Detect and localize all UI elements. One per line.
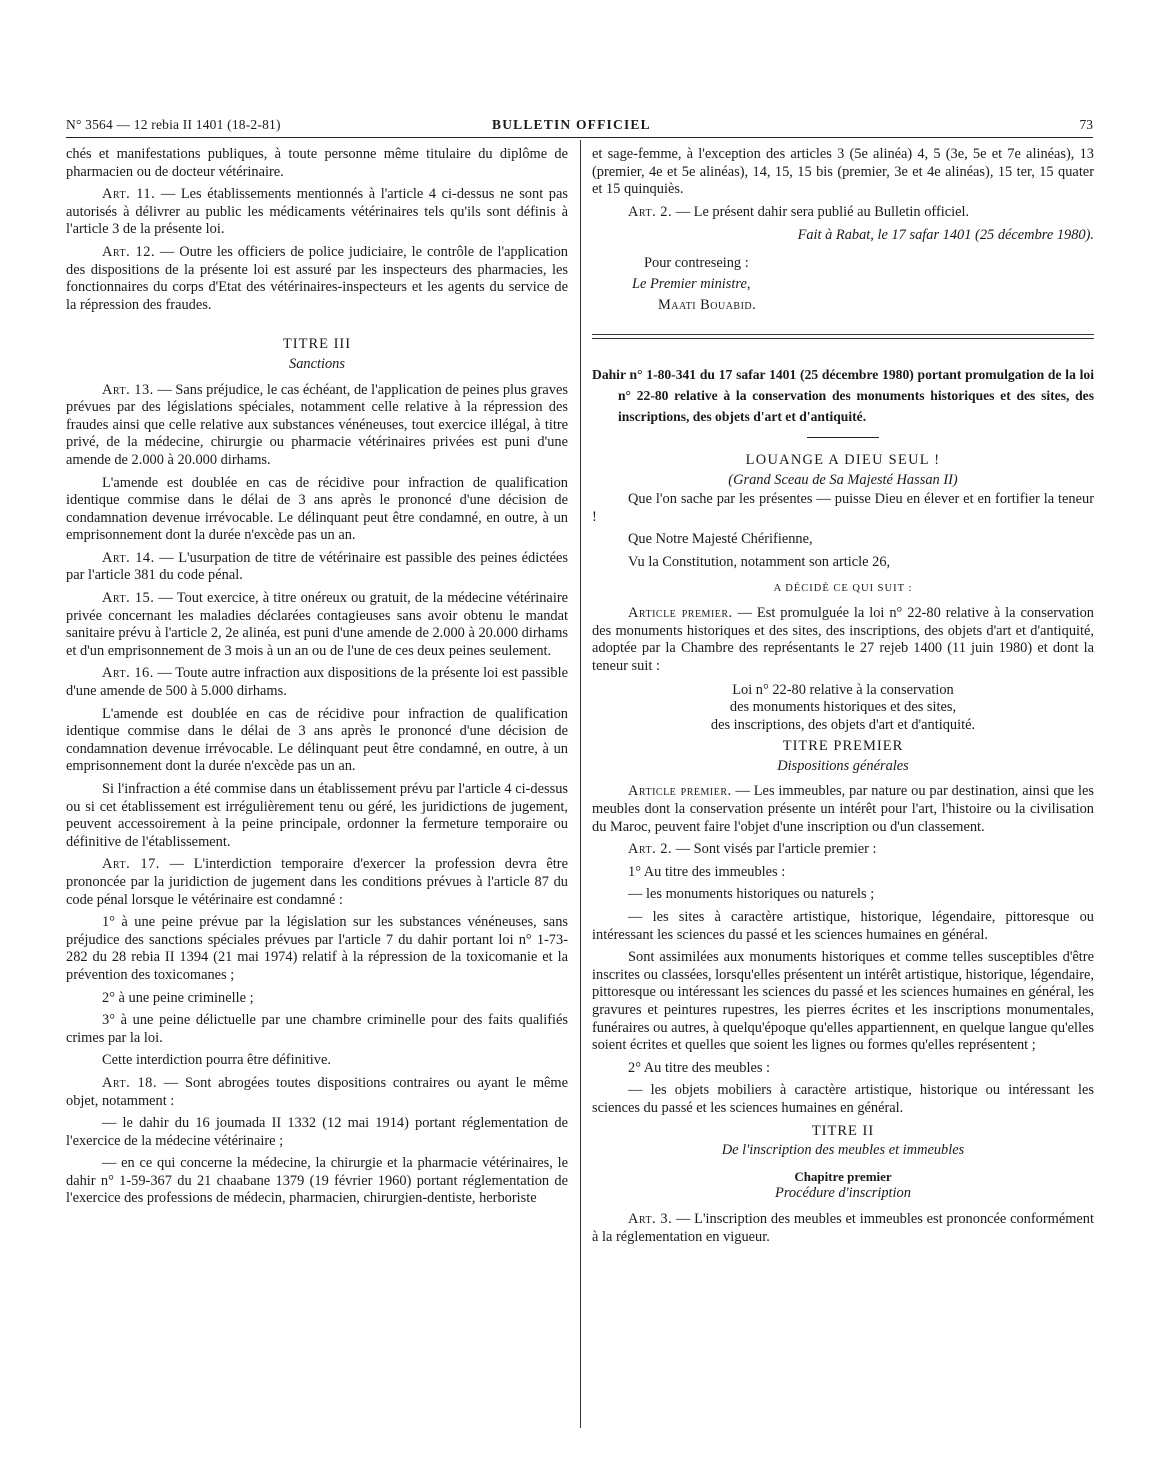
list-item: — le dahir du 16 joumada II 1332 (12 mai 1914) portant réglementation de l'exercice de la médecine vétérinaire ; [66,1115,568,1149]
titre-subheading: Dispositions générales [777,757,909,774]
article-18 [66,1075,568,1110]
titre-subheading: De l'inscription des meubles et immeubles [721,1142,965,1159]
paragraph: Cette interdiction pourra être définitive. [102,1052,331,1069]
article-text: — L'interdiction temporaire d'exercer la profession devra être prononcée par la juridiction de jugement dans les conditions prévues à l'article 87 du code pénal lorsque le vétérinaire est condamné : [66,856,568,908]
contreseing-label: Pour contreseing : [644,254,749,271]
titre-heading: TITRE III [282,336,352,353]
article-label: Art. 14. [102,549,155,566]
loi-article-2 [592,841,1094,859]
paragraph: Que l'on sache par les présentes — puisse Dieu en élever et en fortifier la teneur ! [592,491,1094,525]
loi-article-3 [592,1211,1094,1246]
article-text: — L'inscription des meubles et immeubles est prononcée conformément à la réglementation en vigueur. [592,1210,1094,1245]
article-premier [592,605,1094,675]
article-text: — Outre les officiers de police judiciaire, le contrôle de l'application des dispositions de la présente loi est assuré par les inspecteurs des pharmacies, les fonctionnaires du corps d'Etat des vétérinaires-inspecteurs et les agents du service de la répression des fraudes. [66,243,568,313]
list-item: — les sites à caractère artistique, historique, légendaire, pittoresque ou intéressant les sciences du passé et les sciences humaines en général. [592,909,1094,943]
article-label: Art. 3. [628,1210,673,1227]
article-15 [66,590,568,660]
article-label: Article premier. [628,783,732,800]
list-item: — les monuments historiques ou naturels ; [628,886,875,903]
article-text: — Est promulguée la loi n° 22-80 relative à la conservation des monuments historiques et des sites, des inscriptions, des objets d'art et d'antiquité, adoptée par la Chambre des représentants le 27 rejeb 1400 (11 juin 1980) et dont la teneur suit : [592,605,1095,674]
article-16 [66,665,568,700]
paragraph: Vu la Constitution, notamment son article 26, [628,553,891,570]
article-text: — L'usurpation de titre de vétérinaire est passible des peines édictées par l'article 381 du code pénal. [66,549,568,584]
issue-number-date: N° 3564 — 12 rebia II 1401 (18-2-81) [66,117,281,132]
article-label: Art. 12. [102,243,156,260]
chapter-subheading: Procédure d'inscription [775,1185,911,1202]
louange-heading: LOUANGE A DIEU SEUL ! [745,451,941,468]
article-label: Art. 2. [628,841,673,858]
article-text: — Les immeubles, par nature ou par destination, ainsi que les meubles dont la conservation présente un intérêt pour l'art, l'histoire ou la civilisation du Maroc, peuvent faire l'objet d'une inscription ou d'un classement. [592,783,1094,835]
article-label: Art. 16. [102,665,154,682]
premier-ministre-label: Le Premier ministre, [632,275,751,292]
article-13 [66,382,568,470]
article-12 [66,244,568,314]
article-14 [66,550,568,585]
list-item: — en ce qui concerne la médecine, la chirurgie et la pharmacie vétérinaires, le dahir n° 1-59-367 du 21 chaabane 1379 (19 février 1960) portant réglementation de l'exercice des professions de médecin, pharmacien, chirurgien-dentiste, herboriste [66,1155,568,1207]
paragraph: L'amende est doublée en cas de récidive pour infraction de qualification identique commise dans le délai de 3 ans après le prononcé d'une décision de condamnation devenue irrévocable. Le délinquant peut être condamné, en outre, à un emprisonnement dont la durée n'excède pas un an. [66,705,568,775]
loi-title [592,682,1094,735]
paragraph: Que Notre Majesté Chérifienne, [628,531,813,548]
article-text: — Sont visés par l'article premier : [672,841,877,858]
article-label: Article premier. [628,605,733,622]
paragraph: et sage-femme, à l'exception des articles 3 (5e alinéa) 4, 5 (3e, 5e et 7e alinéas), 13 (premier, 4e et 5e alinéas), 14, 15, 15 bis (premier, 3e et 4e alinéas), 15 ter, 15 quater et 15 quinquiès. [592,146,1094,198]
article-label: Art. 11. [102,186,156,203]
titre-heading: TITRE II [811,1122,875,1139]
article-text: — Sans préjudice, le cas échéant, de l'application de peines plus graves prévues par des législations spéciales, notamment celle relative à la répression des fraudes ainsi que celle relative aux substances vénéneuses, tout exercice illégal, à titre privé, de la médecine, chirurgie ou pharmacie vétérinaires privées est puni d'une amende de 2.000 à 20.000 dirhams. [66,381,568,468]
article-text: — Sont abrogées toutes dispositions contraires ou ayant le même objet, notamment : [66,1074,568,1109]
list-item: 2° Au titre des meubles : [628,1059,771,1076]
loi-title-line: des monuments historiques et des sites, [729,699,957,716]
article-text: — Les établissements mentionnés à l'article 4 ci-dessus ne sont pas autorisés à délivrer au public les médicaments vétérinaires tels qu'ils sont définis à l'article 3 de la présente loi. [66,186,568,238]
signatory-name: Maati Bouabid. [658,296,757,313]
list-item: 3° à une peine délictuelle par une chambre criminelle pour des faits qualifiés crimes par la loi. [66,1012,568,1046]
article-17 [66,856,568,909]
paragraph: Sont assimilées aux monuments historiques et comme telles susceptibles d'être inscrites ou classées, lorsqu'elles présentent un intérêt artistique, historique, légendaire, pittoresque ou intéressant les sciences du passé et les sciences humaines en général, les gravures et peintures rupestres, les pierres écrites et les inscriptions monumentales, funéraires ou autres, à quelqu'époque qu'elles appartiennent, en quelque langue qu'elles soient écrites et quelles que soient les lignes ou formes qu'elles représentent ; [592,949,1094,1054]
page-header [66,117,1093,135]
list-item: 1° Au titre des immeubles : [628,863,786,880]
list-item: — les objets mobiliers à caractère artistique, historique ou intéressant les sciences du passé et les sciences humaines en général. [592,1082,1094,1116]
publication-title: BULLETIN OFFICIEL [492,117,651,132]
article-2 [592,204,1094,222]
article-text: — Toute autre infraction aux dispositions de la présente loi est passible d'une amende de 500 à 5.000 dirhams. [66,665,568,700]
article-label: Art. 18. [102,1074,157,1091]
dahir-heading: Dahir n° 1-80-341 du 17 safar 1401 (25 décembre 1980) portant promulgation de la loi n° 22-80 relative à la conservation des monuments historiques et des sites, des inscriptions, des objets d'art et d'antiquité. [592,366,1094,424]
article-text: — Le présent dahir sera publié au Bulletin officiel. [672,203,970,220]
date-place: Fait à Rabat, le 17 safar 1401 (25 décembre 1980). [797,227,1094,244]
paragraph: Si l'infraction a été commise dans un établissement prévu par l'article 4 ci-dessus ou si cet établissement est irrégulièrement tenu ou géré, les juridictions de jugement, peuvent accessoirement à la peine principale, ordonner la fermeture temporaire ou définitive de l'établissement. [66,781,568,850]
column-divider [580,140,581,1428]
section-separator [592,334,1094,342]
titre-heading: TITRE PREMIER [782,738,904,755]
article-11 [66,186,568,239]
page-number: 73 [1079,117,1093,132]
list-item: 1° à une peine prévue par la législation sur les substances vénéneuses, sans préjudice des sanctions spéciales prévues par l'article 7 du dahir portant loi n° 1-73-282 du 28 rebia II 1394 (21 mai 1974) relatif à la répression de la toxicomanie et la prévention des toxicomanes ; [66,914,568,983]
grand-sceau: (Grand Sceau de Sa Majesté Hassan II) [728,471,958,488]
article-label: Art. 17. [102,856,160,873]
short-rule [807,437,879,438]
article-text: — Tout exercice, à titre onéreux ou gratuit, de la médecine vétérinaire privée concernant les maladies déclarées contagieuses sans avoir obtenu le mandat sanitaire prévu à l'article 2, 2e alinéa, est puni d'une amende de 2.000 à 20.000 dirhams et d'un emprisonnement de 3 mois à un an ou de l'une de ces deux peines seulement. [66,590,568,659]
article-label: Art. 2. [628,203,673,220]
loi-title-line: Loi n° 22-80 relative à la conservation [732,681,954,698]
article-label: Art. 15. [102,590,155,607]
loi-title-line: des inscriptions, des objets d'art et d'antiquité. [710,716,976,733]
loi-article-premier [592,783,1094,836]
titre-subheading: Sanctions [289,355,345,372]
left-column [66,146,568,1213]
list-item: 2° à une peine criminelle ; [102,989,254,1006]
chapter-heading: Chapitre premier [794,1168,892,1184]
decide-heading: A DÉCIDÉ CE QUI SUIT : [773,582,913,594]
paragraph: L'amende est doublée en cas de récidive pour infraction de qualification identique commise dans le délai de 3 ans après le prononcé d'une décision de condamnation devenue irrévocable. Le délinquant peut être condamné, en outre, à un emprisonnement dont la durée n'excède pas un an. [66,474,568,544]
header-rule [66,137,1093,138]
signature-block [592,253,1094,316]
paragraph: chés et manifestations publiques, à toute personne même titulaire du diplôme de pharmacien ou de docteur vétérinaire. [66,146,568,180]
article-label: Art. 13. [102,381,154,398]
right-column [592,146,1094,1251]
